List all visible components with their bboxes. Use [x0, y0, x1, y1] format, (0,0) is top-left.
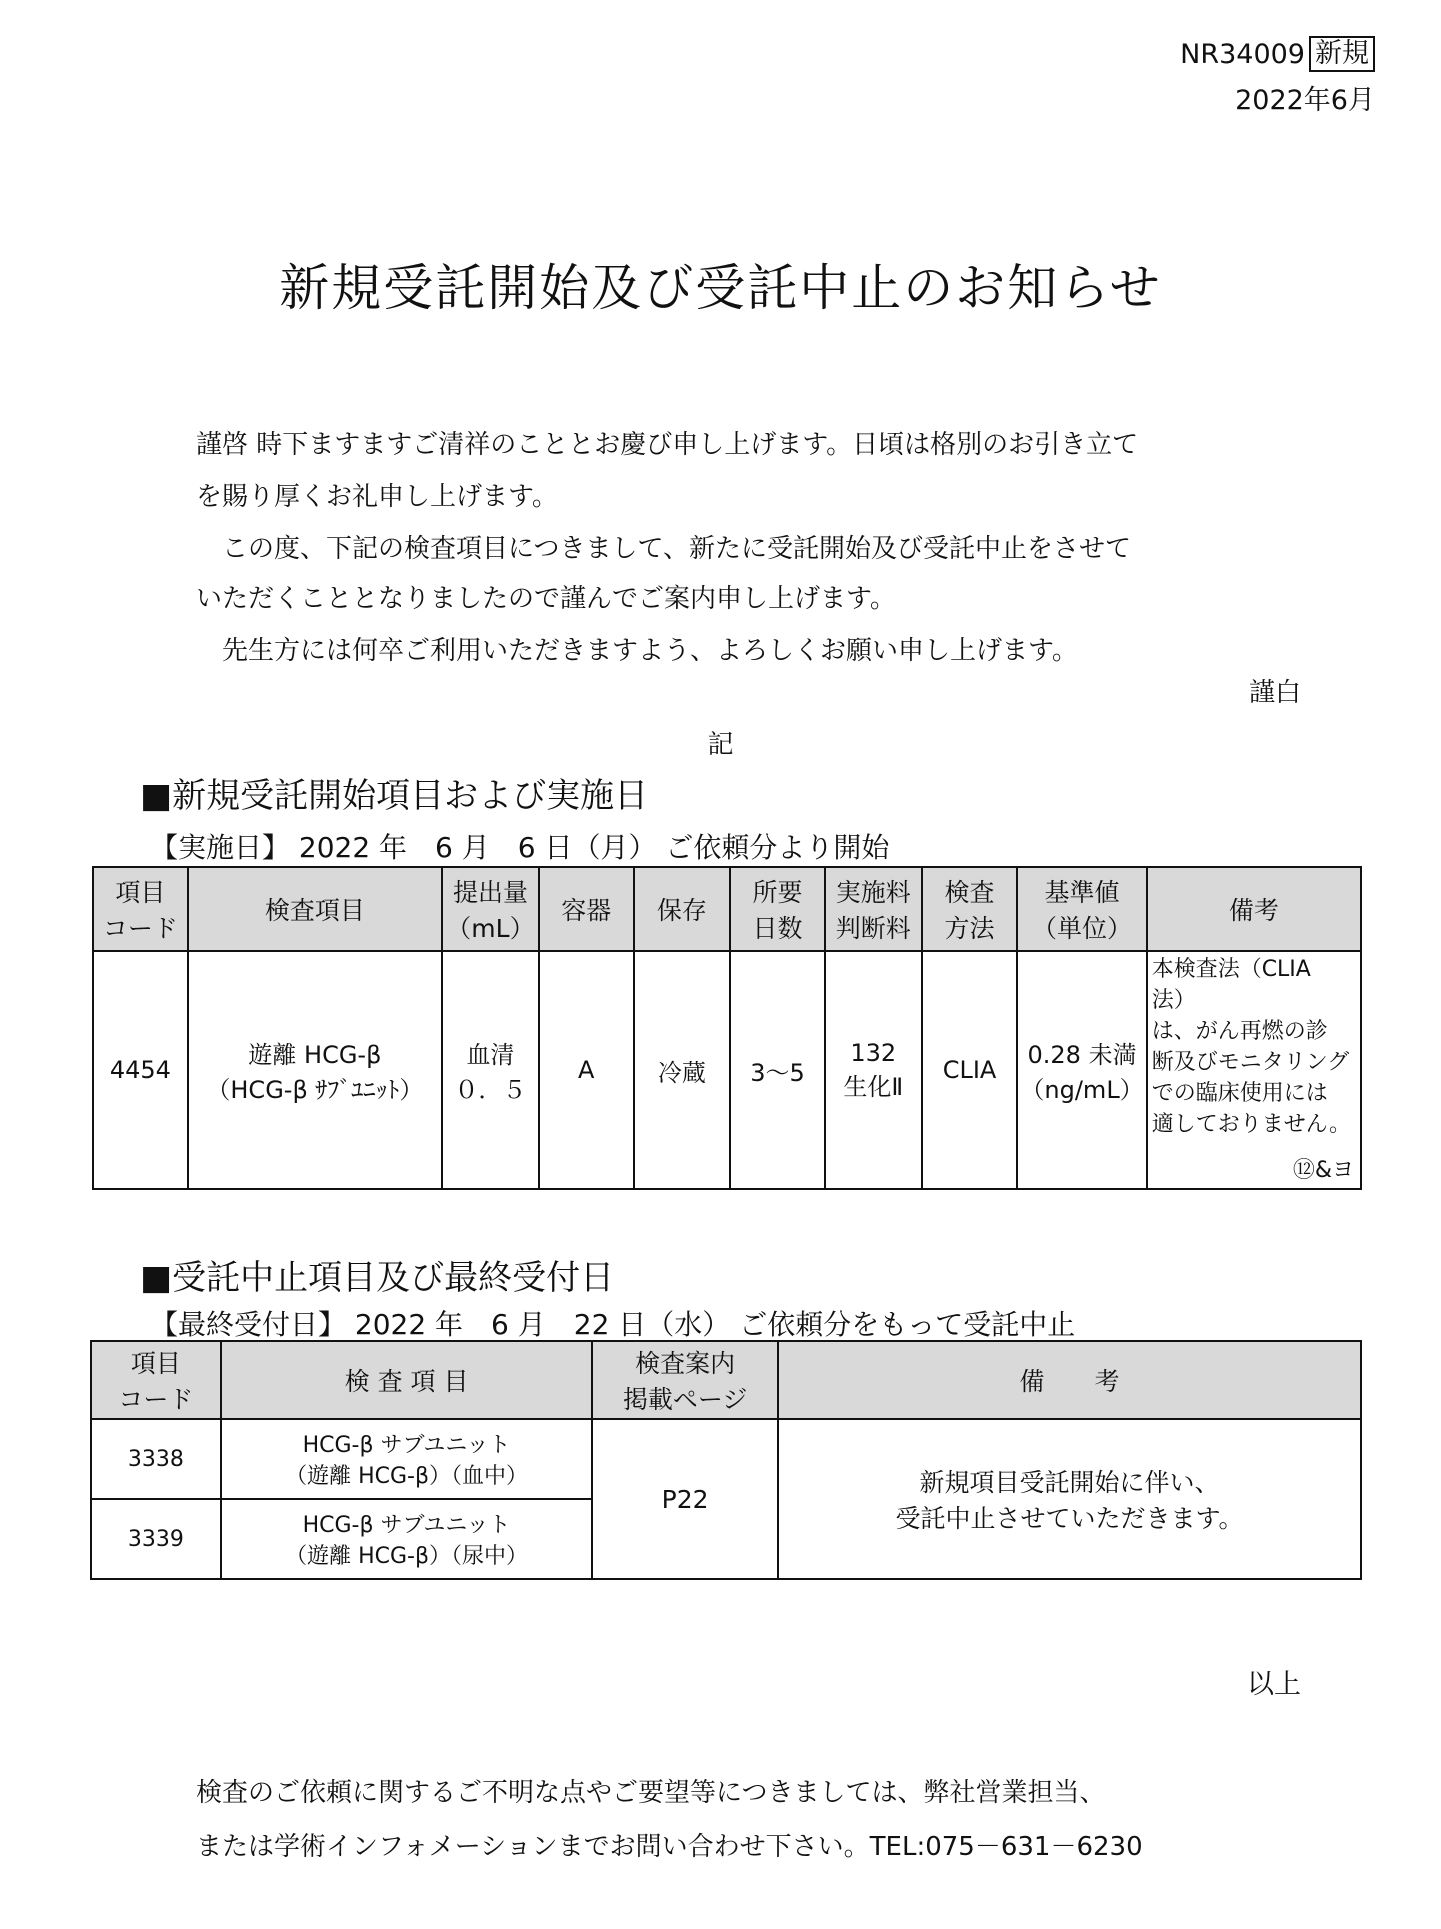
ki-mark: 記: [707, 730, 734, 760]
section2-subheading: 【最終受付日】 2022 年 6 月 22 日（水） ご依頼分をもって受託中止: [150, 1308, 1076, 1341]
table-header-row: [93, 867, 1361, 951]
cell-item: HCG-β サブユニット （遊離 HCG-β）（血中）: [221, 1419, 592, 1499]
table-header-row: [91, 1341, 1361, 1419]
section1-heading: ■新規受託開始項目および実施日: [140, 776, 649, 816]
col-header-method: 検査 方法: [922, 867, 1018, 951]
col-header-reference: 基準値 （単位）: [1017, 867, 1146, 951]
greeting-line-4: いただくこととなりましたので謹んでご案内申し上げます。: [196, 584, 896, 614]
document-date: 2022年6月: [1235, 85, 1375, 116]
new-badge: 新規: [1309, 36, 1375, 72]
closing-word: 謹白: [1248, 678, 1301, 708]
doc-number-text: NR34009: [1180, 38, 1305, 70]
col-header-remarks: 備 考: [778, 1341, 1361, 1419]
remarks-mark: ⑫&ヨ: [1292, 1158, 1354, 1183]
cell-code: 3338: [91, 1419, 221, 1499]
greeting-line-3: この度、下記の検査項目につきまして、新たに受託開始及び受託中止をさせて: [196, 534, 1131, 564]
col-header-code: 項目 コード: [93, 867, 188, 951]
table-row: [91, 1419, 1361, 1499]
cell-days: 3～5: [730, 951, 825, 1189]
col-header-fee: 実施料 判断料: [825, 867, 922, 951]
footer-line-2: または学術インフォメーションまでお問い合わせ下さい。TEL:075－631－6230: [196, 1832, 1143, 1862]
col-header-page: 検査案内 掲載ページ: [592, 1341, 778, 1419]
greeting-line-2: を賜り厚くお礼申し上げます。: [196, 482, 558, 512]
section1-subheading: 【実施日】 2022 年 6 月 6 日（月） ご依頼分より開始: [150, 831, 890, 864]
cell-code: 3339: [91, 1499, 221, 1579]
cell-code: 4454: [93, 951, 188, 1189]
col-header-container: 容器: [539, 867, 634, 951]
section2-heading: ■受託中止項目及び最終受付日: [140, 1258, 615, 1298]
end-word: 以上: [1247, 1669, 1301, 1700]
cell-remarks: [1147, 951, 1361, 1189]
greeting-line-5: 先生方には何卒ご利用いただきますよう、よろしくお願い申し上げます。: [196, 636, 1078, 666]
new-items-table: [92, 866, 1362, 1190]
col-header-remarks: 備考: [1147, 867, 1361, 951]
cell-container: A: [539, 951, 634, 1189]
cell-page: P22: [592, 1419, 778, 1579]
cell-fee: 132 生化Ⅱ: [825, 951, 922, 1189]
col-header-storage: 保存: [634, 867, 731, 951]
footer-line-1: 検査のご依頼に関するご不明な点やご要望等につきましては、弊社営業担当、: [196, 1778, 1106, 1808]
cell-storage: 冷蔵: [634, 951, 731, 1189]
cell-method: CLIA: [922, 951, 1018, 1189]
cell-remarks: 新規項目受託開始に伴い、 受託中止させていただきます。: [778, 1419, 1361, 1579]
cell-volume: 血清 ０．５: [442, 951, 539, 1189]
col-header-code: 項目 コード: [91, 1341, 221, 1419]
cell-reference: 0.28 未満 （ng/mL）: [1017, 951, 1146, 1189]
cell-item: 遊離 HCG-β （HCG-β ｻﾌﾞﾕﾆｯﾄ）: [188, 951, 442, 1189]
discontinued-items-table: [90, 1340, 1362, 1580]
cell-item: HCG-β サブユニット （遊離 HCG-β）（尿中）: [221, 1499, 592, 1579]
col-header-item: 検査項目: [188, 867, 442, 951]
table-row: [93, 951, 1361, 1189]
greeting-line-1: 謹啓 時下ますますご清祥のこととお慶び申し上げます。日頃は格別のお引き立て: [196, 430, 1139, 460]
remarks-text: 本検査法（CLIA 法） は、がん再燃の診 断及びモニタリング での臨床使用には 適しておりません。: [1151, 957, 1352, 1137]
col-header-days: 所要 日数: [730, 867, 825, 951]
document-number: [1180, 36, 1375, 72]
col-header-volume: 提出量 （mL）: [442, 867, 539, 951]
page-title: 新規受託開始及び受託中止のお知らせ: [279, 259, 1162, 317]
col-header-item: 検 査 項 目: [221, 1341, 592, 1419]
